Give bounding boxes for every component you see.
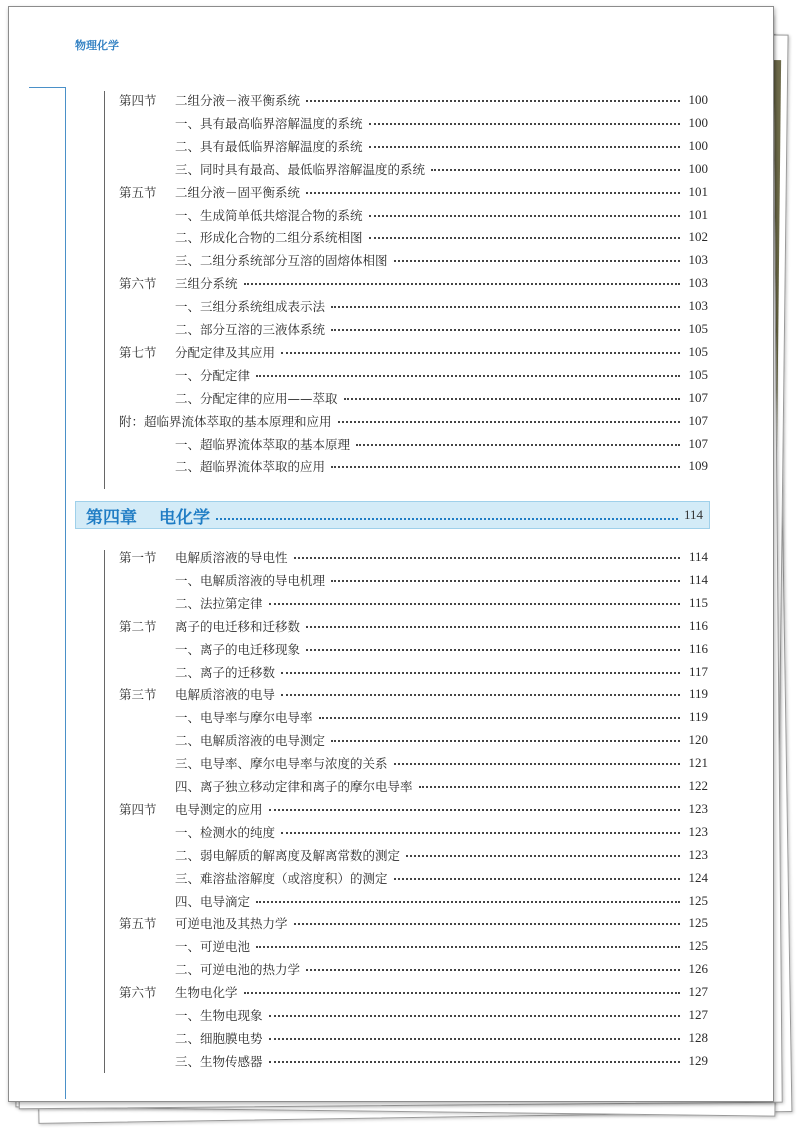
page-number: 105	[688, 366, 708, 382]
entry-title: 一、电解质溶液的导电机理	[175, 572, 326, 588]
toc-subsection-entry[interactable]	[119, 868, 708, 888]
page-number: 101	[688, 183, 708, 199]
entry-title: 二、弱电解质的解离度及解离常数的测定	[175, 847, 401, 863]
dot-leader	[394, 878, 680, 880]
page-number: 105	[688, 343, 708, 359]
entry-title: 一、具有最高临界溶解温度的系统	[175, 115, 363, 131]
page-number: 129	[688, 1052, 708, 1068]
entry-title: 二、部分互溶的三液体系统	[175, 322, 326, 337]
dot-leader	[244, 992, 680, 994]
dot-leader	[338, 421, 680, 423]
dot-leader	[256, 901, 680, 903]
toc-subsection-entry[interactable]	[119, 319, 708, 339]
page-number: 107	[688, 435, 708, 451]
chapter-heading[interactable]	[75, 501, 710, 529]
toc-subsection-entry[interactable]	[119, 822, 708, 842]
entry-title: 离子的电迁移和迁移数	[175, 618, 301, 634]
toc-subsection-entry[interactable]	[119, 113, 708, 133]
toc-subsection-entry[interactable]	[119, 959, 708, 979]
entry-title: 三、电导率、摩尔电导率与浓度的关系	[175, 756, 388, 772]
dot-leader	[306, 100, 680, 102]
page-number: 107	[688, 389, 708, 405]
dot-leader	[244, 283, 680, 285]
toc-subsection-entry[interactable]	[119, 730, 708, 750]
section-label: 第六节	[119, 276, 157, 292]
entry-title: 生物电化学	[175, 985, 238, 1001]
page-number: 100	[688, 114, 708, 130]
entry-title: 二、电解质溶液的电导测定	[175, 733, 326, 749]
page-number: 116	[688, 640, 708, 656]
dot-leader	[369, 146, 680, 148]
dot-leader	[331, 580, 680, 582]
dot-leader	[369, 215, 680, 217]
entry-title: 二、细胞膜电势	[175, 1030, 263, 1046]
entry-title: 二组分液－液平衡系统	[175, 93, 301, 108]
toc-section-entry[interactable]	[119, 616, 708, 636]
entry-title: 一、生成简单低共熔混合物的系统	[175, 207, 363, 223]
dot-leader	[269, 1015, 680, 1017]
toc-subsection-entry[interactable]	[119, 1028, 708, 1048]
entry-title: 四、离子独立移动定律和离子的摩尔电导率	[175, 779, 413, 794]
entry-title: 二、法拉第定律	[175, 595, 263, 611]
page-number: 109	[688, 458, 708, 474]
entry-title: 一、三组分系统组成表示法	[175, 299, 326, 315]
dot-leader	[306, 649, 680, 651]
toc-subsection-entry[interactable]	[119, 250, 708, 270]
toc-page	[8, 6, 774, 1102]
entry-title: 电解质溶液的导电性	[175, 550, 288, 565]
page-number: 127	[688, 1007, 708, 1022]
page-number: 101	[688, 206, 708, 222]
dot-leader	[319, 717, 680, 719]
toc-subsection-entry[interactable]	[119, 296, 708, 316]
page-number: 103	[688, 252, 708, 268]
page-number: 116	[688, 617, 708, 633]
dot-leader	[369, 123, 680, 125]
entry-title: 三、同时具有最高、最低临界溶解温度的系统	[175, 161, 426, 177]
entry-title: 三、二组分系统部分互溶的固熔体相图	[175, 253, 388, 269]
page-number: 107	[688, 412, 708, 428]
entry-title: 二、离子的迁移数	[175, 664, 276, 680]
toc-subsection-entry[interactable]	[119, 159, 708, 179]
dot-leader	[394, 260, 680, 262]
dot-leader	[331, 466, 680, 468]
page-number: 114	[688, 549, 708, 564]
entry-title: 一、超临界流体萃取的基本原理	[175, 436, 351, 452]
entry-title: 电解质溶液的电导	[175, 687, 276, 703]
dot-leader	[394, 763, 680, 765]
toc-section-entry[interactable]	[119, 982, 708, 1002]
dot-leader	[306, 192, 680, 194]
entry-title: 二、超临界流体萃取的应用	[175, 459, 326, 475]
toc-subsection-entry[interactable]	[119, 136, 708, 156]
page-number: 103	[688, 298, 708, 314]
chapter-title: 电化学	[159, 507, 210, 528]
entry-title: 二、可逆电池的热力学	[175, 962, 301, 978]
page-number: 125	[688, 938, 708, 954]
dot-leader	[256, 946, 680, 948]
page-number: 125	[688, 892, 708, 908]
entry-title: 二组分液－固平衡系统	[175, 184, 301, 200]
page-number: 115	[688, 594, 708, 610]
page-number: 100	[688, 137, 708, 153]
entry-title: 附：超临界流体萃取的基本原理和应用	[119, 413, 332, 429]
running-head: 物理化学	[75, 39, 119, 52]
toc-subsection-entry[interactable]	[119, 753, 708, 773]
section-label: 第四节	[119, 801, 157, 817]
entry-title: 可逆电池及其热力学	[175, 916, 288, 932]
page-number: 117	[688, 663, 708, 679]
toc-subsection-entry[interactable]	[119, 662, 708, 682]
entry-title: 三、生物传感器	[175, 1053, 263, 1069]
toc-subsection-entry[interactable]	[119, 845, 708, 865]
entry-title: 一、离子的电迁移现象	[175, 641, 301, 657]
page-number: 125	[688, 915, 708, 931]
page-number: 119	[688, 686, 708, 702]
dot-leader	[331, 306, 680, 308]
toc-subsection-entry[interactable]	[119, 388, 708, 408]
section-label: 第四节	[119, 93, 157, 108]
toc-subsection-entry[interactable]	[119, 1005, 708, 1025]
toc-subsection-entry[interactable]	[119, 891, 708, 911]
dot-leader	[294, 923, 680, 925]
toc-section-entry[interactable]	[119, 182, 708, 202]
toc-section-entry[interactable]	[119, 342, 708, 362]
page-number: 114	[688, 571, 708, 587]
entry-title: 一、电导率与摩尔电导率	[175, 710, 313, 726]
chapter-page-number: 114	[683, 507, 703, 522]
toc-subsection-entry[interactable]	[119, 707, 708, 727]
section-label: 第六节	[119, 985, 157, 1001]
toc-subsection-entry[interactable]	[119, 593, 708, 613]
dot-leader	[269, 1061, 680, 1063]
toc-section-entry[interactable]	[119, 273, 708, 293]
page-number: 122	[688, 778, 708, 793]
margin-rule	[65, 87, 66, 1099]
toc-subsection-entry[interactable]	[119, 1051, 708, 1071]
page-number: 100	[688, 92, 708, 107]
toc-subsection-entry[interactable]	[119, 365, 708, 385]
toc-subsection-entry[interactable]	[119, 570, 708, 590]
page-number: 127	[688, 984, 708, 1000]
dot-leader	[356, 444, 680, 446]
toc-section-entry[interactable]	[119, 799, 708, 819]
entry-title: 电导测定的应用	[175, 801, 263, 817]
entry-title: 一、生物电现象	[175, 1008, 263, 1023]
page-number: 123	[688, 823, 708, 839]
entry-title: 二、分配定律的应用——萃取	[175, 390, 338, 406]
toc-section-entry[interactable]	[119, 684, 708, 704]
dot-leader	[294, 557, 680, 559]
dot-leader	[369, 237, 680, 239]
dot-leader	[331, 329, 680, 331]
page-number: 103	[688, 275, 708, 291]
page-number: 126	[688, 961, 708, 977]
page-number: 100	[688, 160, 708, 176]
entry-title: 一、可逆电池	[175, 939, 251, 955]
dot-leader	[306, 969, 680, 971]
page-number: 124	[688, 869, 708, 885]
toc-subsection-entry[interactable]	[119, 776, 708, 796]
toc-subsection-entry[interactable]	[119, 936, 708, 956]
chapter-number: 第四章	[86, 507, 137, 528]
toc-appendix-entry[interactable]	[119, 411, 708, 431]
dot-leader	[256, 375, 680, 377]
entry-title: 三组分系统	[175, 276, 238, 292]
section-label: 第一节	[119, 550, 157, 565]
dot-leader	[281, 694, 680, 696]
section-label: 第二节	[119, 618, 157, 634]
dot-leader	[344, 398, 680, 400]
dot-leader	[331, 740, 680, 742]
page-number: 102	[688, 229, 708, 245]
toc-subsection-entry[interactable]	[119, 639, 708, 659]
dot-leader	[306, 626, 680, 628]
entry-title: 二、形成化合物的二组分系统相图	[175, 230, 363, 246]
group-bracket-line	[104, 91, 105, 489]
toc-subsection-entry[interactable]	[119, 434, 708, 454]
dot-leader	[406, 855, 680, 857]
dot-leader	[419, 786, 680, 788]
toc-section-entry[interactable]	[119, 90, 708, 110]
dot-leader	[269, 809, 680, 811]
toc-section-entry[interactable]	[119, 913, 708, 933]
toc-subsection-entry[interactable]	[119, 205, 708, 225]
page-number: 119	[688, 709, 708, 725]
toc-section-entry[interactable]	[119, 547, 708, 567]
dot-leader	[281, 832, 680, 834]
section-label: 第五节	[119, 916, 157, 932]
page-number: 128	[688, 1029, 708, 1045]
entry-title: 一、检测水的纯度	[175, 824, 276, 840]
entry-title: 二、具有最低临界溶解温度的系统	[175, 138, 363, 154]
section-label: 第五节	[119, 184, 157, 200]
page-number: 120	[688, 732, 708, 748]
entry-title: 一、分配定律	[175, 367, 251, 383]
dot-leader	[216, 518, 678, 520]
section-label: 第三节	[119, 687, 157, 703]
margin-rule	[29, 87, 66, 88]
dot-leader	[269, 1038, 680, 1040]
toc-subsection-entry[interactable]	[119, 227, 708, 247]
group-bracket-line	[104, 550, 105, 1073]
dot-leader	[431, 169, 680, 171]
entry-title: 四、电导滴定	[175, 893, 251, 909]
dot-leader	[281, 672, 680, 674]
toc-subsection-entry[interactable]	[119, 456, 708, 476]
page-number: 105	[688, 321, 708, 336]
page-number: 123	[688, 846, 708, 862]
page-number: 121	[688, 755, 708, 771]
dot-leader	[281, 352, 680, 354]
dot-leader	[269, 603, 680, 605]
section-label: 第七节	[119, 344, 157, 360]
entry-title: 分配定律及其应用	[175, 344, 276, 360]
page-number: 123	[688, 800, 708, 816]
entry-title: 三、难溶盐溶解度（或溶度积）的测定	[175, 870, 388, 886]
